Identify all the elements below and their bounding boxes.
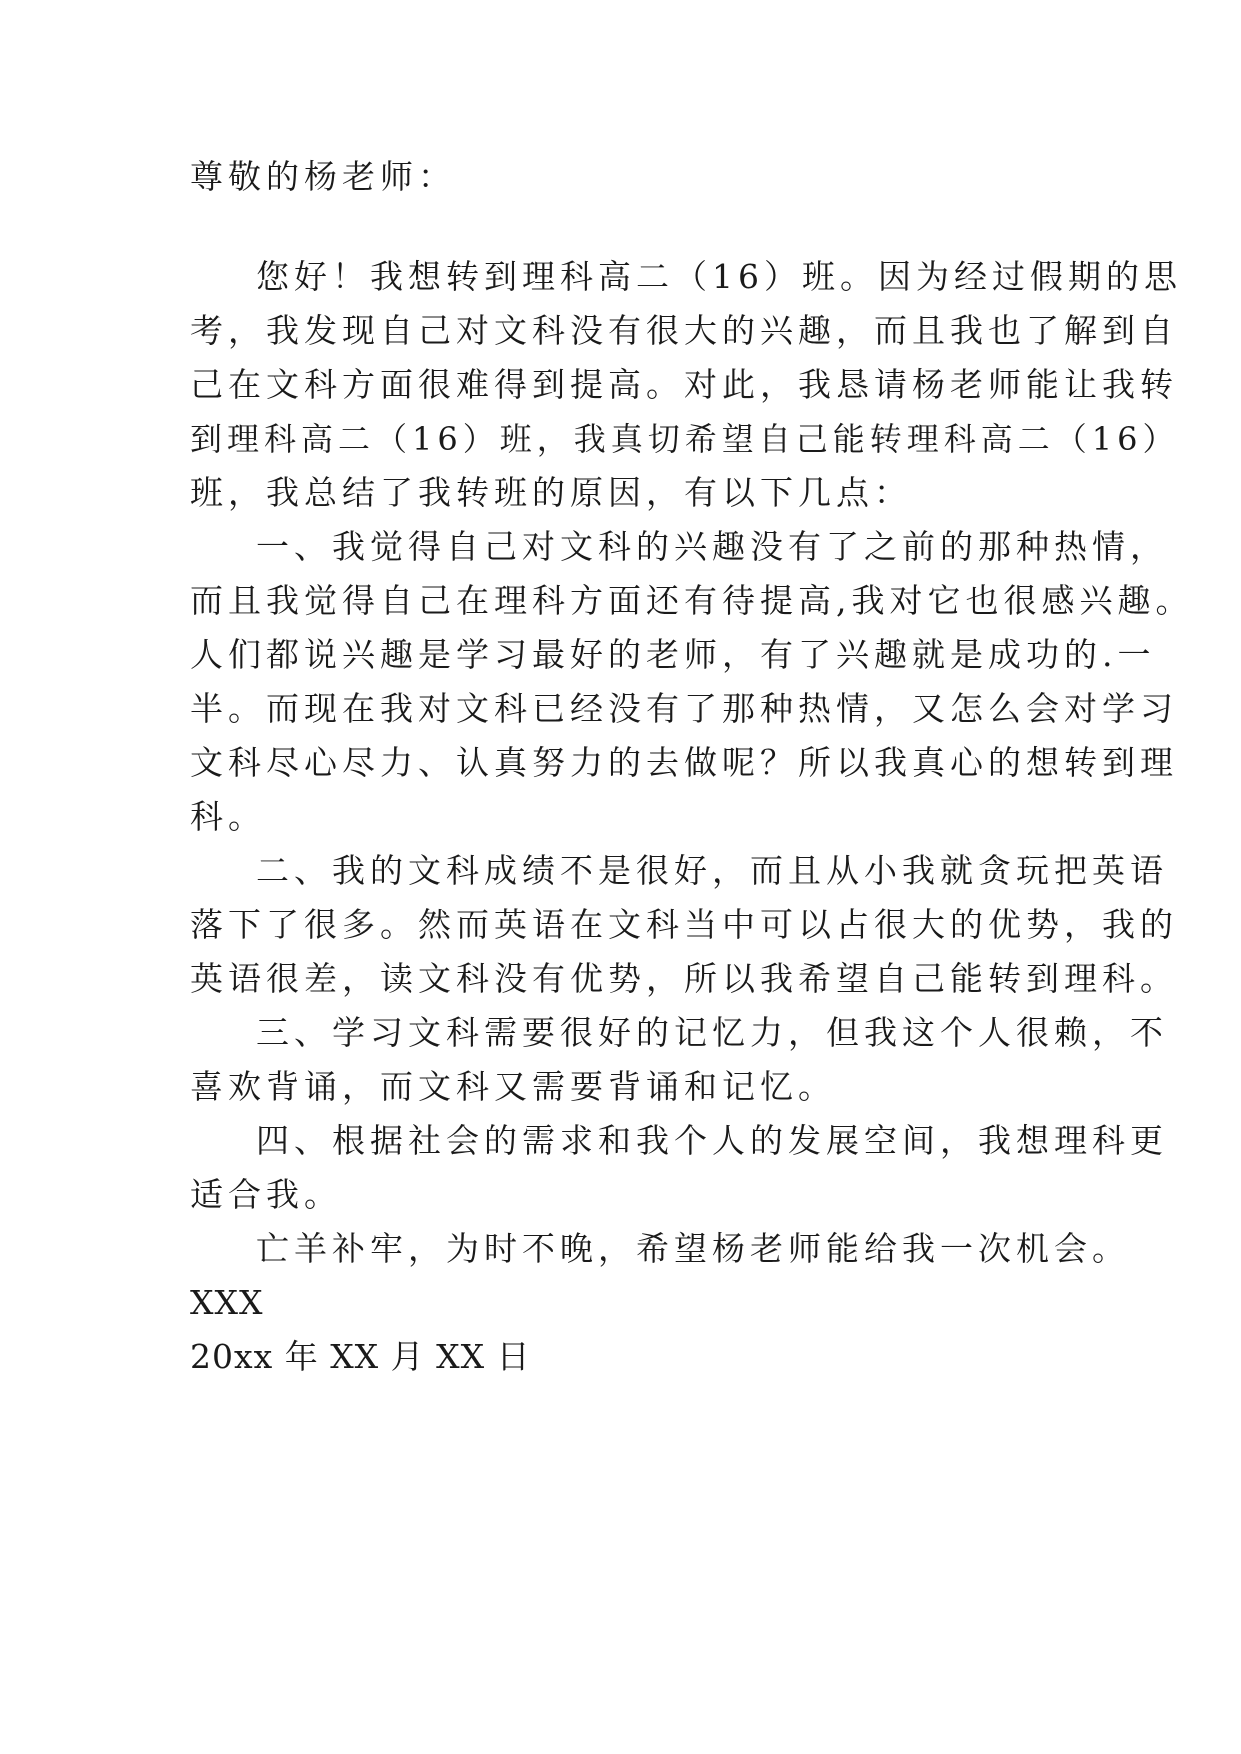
paragraph-line: 己在文科方面很难得到提高。对此，我恳请杨老师能让我转	[190, 365, 1178, 404]
paragraph-line: 您好！我想转到理科高二（16）班。因为经过假期的思	[256, 257, 1182, 296]
paragraph-line: 人们都说兴趣是学习最好的老师，有了兴趣就是成功的.一	[190, 635, 1156, 674]
paragraph-line: 科。	[190, 797, 266, 836]
paragraph-line: 适合我。	[190, 1175, 342, 1214]
paragraph-line: 四、根据社会的需求和我个人的发展空间，我想理科更	[256, 1121, 1168, 1160]
paragraph-line: 英语很差，读文科没有优势，所以我希望自己能转到理科。	[190, 959, 1178, 998]
paragraph-line: 喜欢背诵，而文科又需要背诵和记忆。	[190, 1067, 836, 1106]
date: 20xx 年 XX 月 XX 日	[190, 1337, 531, 1376]
paragraph-line: 二、我的文科成绩不是很好，而且从小我就贪玩把英语	[256, 851, 1168, 890]
paragraph-line: 到理科高二（16）班，我真切希望自己能转理科高二（16）	[190, 420, 1180, 458]
paragraph-line: 半。而现在我对文科已经没有了那种热情，又怎么会对学习	[190, 689, 1178, 728]
paragraph-line: 一、我觉得自己对文科的兴趣没有了之前的那种热情，	[256, 527, 1168, 566]
paragraph-line: 文科尽心尽力、认真努力的去做呢？所以我真心的想转到理	[190, 743, 1178, 782]
signature: XXX	[190, 1283, 264, 1322]
salutation: 尊敬的杨老师：	[190, 157, 456, 196]
paragraph-line: 班，我总结了我转班的原因，有以下几点：	[190, 473, 912, 512]
paragraph-line: 考，我发现自己对文科没有很大的兴趣，而且我也了解到自	[190, 311, 1178, 350]
paragraph-line: 而且我觉得自己在理科方面还有待提高,我对它也很感兴趣。	[190, 581, 1194, 620]
paragraph-line: 亡羊补牢，为时不晚，希望杨老师能给我一次机会。	[256, 1229, 1130, 1268]
paragraph-line: 三、学习文科需要很好的记忆力，但我这个人很赖，不	[256, 1013, 1168, 1052]
paragraph-line: 落下了很多。然而英语在文科当中可以占很大的优势，我的	[190, 905, 1178, 944]
